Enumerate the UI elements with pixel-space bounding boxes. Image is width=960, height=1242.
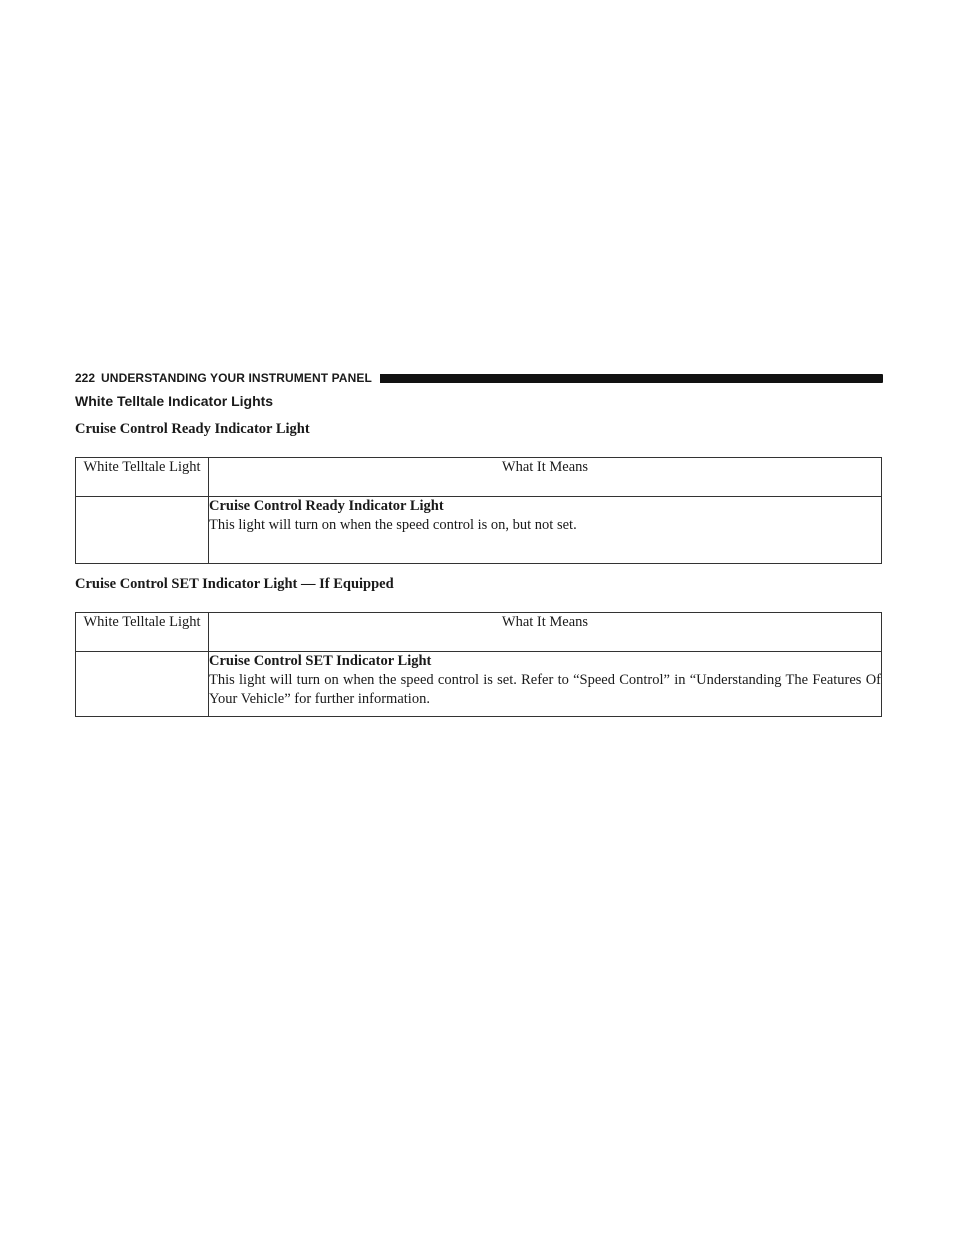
description-body: This light will turn on when the speed control is set. Refer to “Speed Control” in “Understanding The Features Of Your Vehicle” for further information.: [209, 672, 881, 707]
telltale-icon-cell: [76, 497, 209, 564]
telltale-table-cruise-set: [75, 612, 882, 717]
chapter-title: UNDERSTANDING YOUR INSTRUMENT PANEL: [101, 371, 372, 385]
description-title: Cruise Control SET Indicator Light: [209, 653, 432, 669]
column-header-means: What It Means: [209, 613, 882, 652]
column-header-means: What It Means: [209, 458, 882, 497]
table-header-row: [76, 613, 882, 652]
section-heading: White Telltale Indicator Lights: [75, 393, 274, 409]
table-row: [76, 652, 882, 717]
table-row: [76, 497, 882, 564]
subheading-cruise-set: Cruise Control SET Indicator Light — If Equipped: [75, 576, 394, 592]
table-header-row: [76, 458, 882, 497]
description-cell: [209, 652, 882, 717]
page-number: 222: [75, 371, 96, 385]
description-title: Cruise Control Ready Indicator Light: [209, 498, 444, 514]
header-rule: [380, 374, 883, 383]
page-header: [75, 370, 883, 386]
telltale-table-cruise-ready: [75, 457, 882, 564]
column-header-light: White Telltale Light: [76, 458, 209, 497]
column-header-light: White Telltale Light: [76, 613, 209, 652]
description-body: This light will turn on when the speed control is on, but not set.: [209, 517, 577, 533]
description-cell: [209, 497, 882, 564]
telltale-icon-cell: [76, 652, 209, 717]
subheading-cruise-ready: Cruise Control Ready Indicator Light: [75, 421, 310, 437]
